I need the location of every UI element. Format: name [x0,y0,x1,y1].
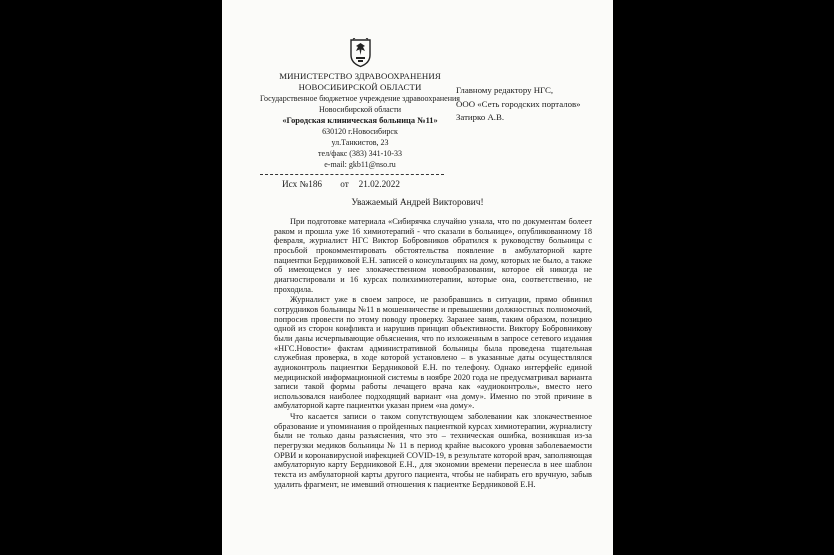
paragraph-1: При подготовке материала «Сибирячка случайно узнала, что по документам болеет раком и прошла уже 16 химиотерапий - что сказали в больнице», опубликованному 18 февраля, журналист НГС Виктор Бобровников обратился к руководству больницы с просьбой прокомментировать обстоятельства появление в амбулаторной карте пациентки Бердниковой Е.Н. записей о консультациях на дому, которых не было, а также об имеющемся у нее злокачественном новообразовании, которое ей никогда не диагностировали и 16 курсах полихимиотерапии, которые она, соответственно, не проходила. [274,217,592,294]
letter-page [222,0,613,555]
hospital-name: «Городская клиническая больница №11» [282,116,438,125]
postal-address: 630120 г.Новосибирск [322,127,398,136]
recipient-line-2: ООО «Сеть городских порталов» [456,98,581,109]
letter-body [274,217,592,490]
street-address: ул.Танкистов, 23 [331,138,389,147]
institution-name: Государственное бюджетное учреждение здравоохранения Новосибирской области [260,94,460,114]
outgoing-reference [282,178,400,190]
letterhead [258,71,462,170]
letterhead-divider [260,174,444,175]
salutation: Уважаемый Андрей Викторович! [351,198,484,208]
recipient-block [456,84,606,125]
reference-date: 21.02.2022 [358,179,400,189]
recipient-line-1: Главному редактору НГС, [456,85,554,95]
reference-number: Исх №186 [282,179,323,189]
reference-from-label: от [340,179,349,189]
recipient-line-3: Затирко А.В. [456,112,505,122]
paragraph-3: Что касается записи о таком сопутствующем заболевании как злокачественное образование и упоминания о пройденных пациенткой курсах химиотерапии, журналисту были не только даны разъяснения, что это – техническая ошибка, возникшая из-за перегрузки медиков больницы № 11 в период крайне высокого уровня заболеваемости ОРВИ и коронавирусной инфекцией COVID-19, в результате которой врач, заполняющая амбулаторную карту Бердниковой Е.Н., для экономии времени перенесла в нее шаблон текста из амбулаторной карты другого пациента, чтобы не набирать его вручную, забыв удалить фрагмент, не имевший отношения к пациентке Бердниковой Е.Н. [274,412,592,489]
phone-fax: тел/факс (383) 341-10-33 [318,149,402,158]
ministry-name: МИНИСТЕРСТВО ЗДРАВООХРАНЕНИЯ НОВОСИБИРСКОЙ ОБЛАСТИ [279,71,441,92]
paragraph-2: Журналист уже в своем запросе, не разобравшись в ситуации, прямо обвинил сотрудников больницы №11 в мошенничестве и превышении должностных полномочий, попросив провести по этому поводу проверку. Заранее заняв, таким образом, позицию одной из сторон конфликта и нарушив принцип объективности. Виктору Бобровникову были даны исчерпывающие объяснения, что по изложенным в запросе сетевого издания «НГС.Новости» фактам административной больницы была проведена тщательная служебная проверка, в ходе которой установлено – в указанные даты осуществлялся аудиоконтроль пациентки Бердниковой Е.Н. по телефону. Однако интерфейс единой медицинской информационной системы в ноябре 2020 года не предусматривал варианта записи такой формы работы лечащего врача как «аудиоконтроль», вместо него использовался наиболее подходящий вариант «на дому». Именно по этой причине в амбулаторной карте пациентки указан прием «на дому». [274,295,592,411]
email-address: e-mail: gkb11@nso.ru [324,160,396,169]
coat-of-arms-emblem [348,38,373,68]
